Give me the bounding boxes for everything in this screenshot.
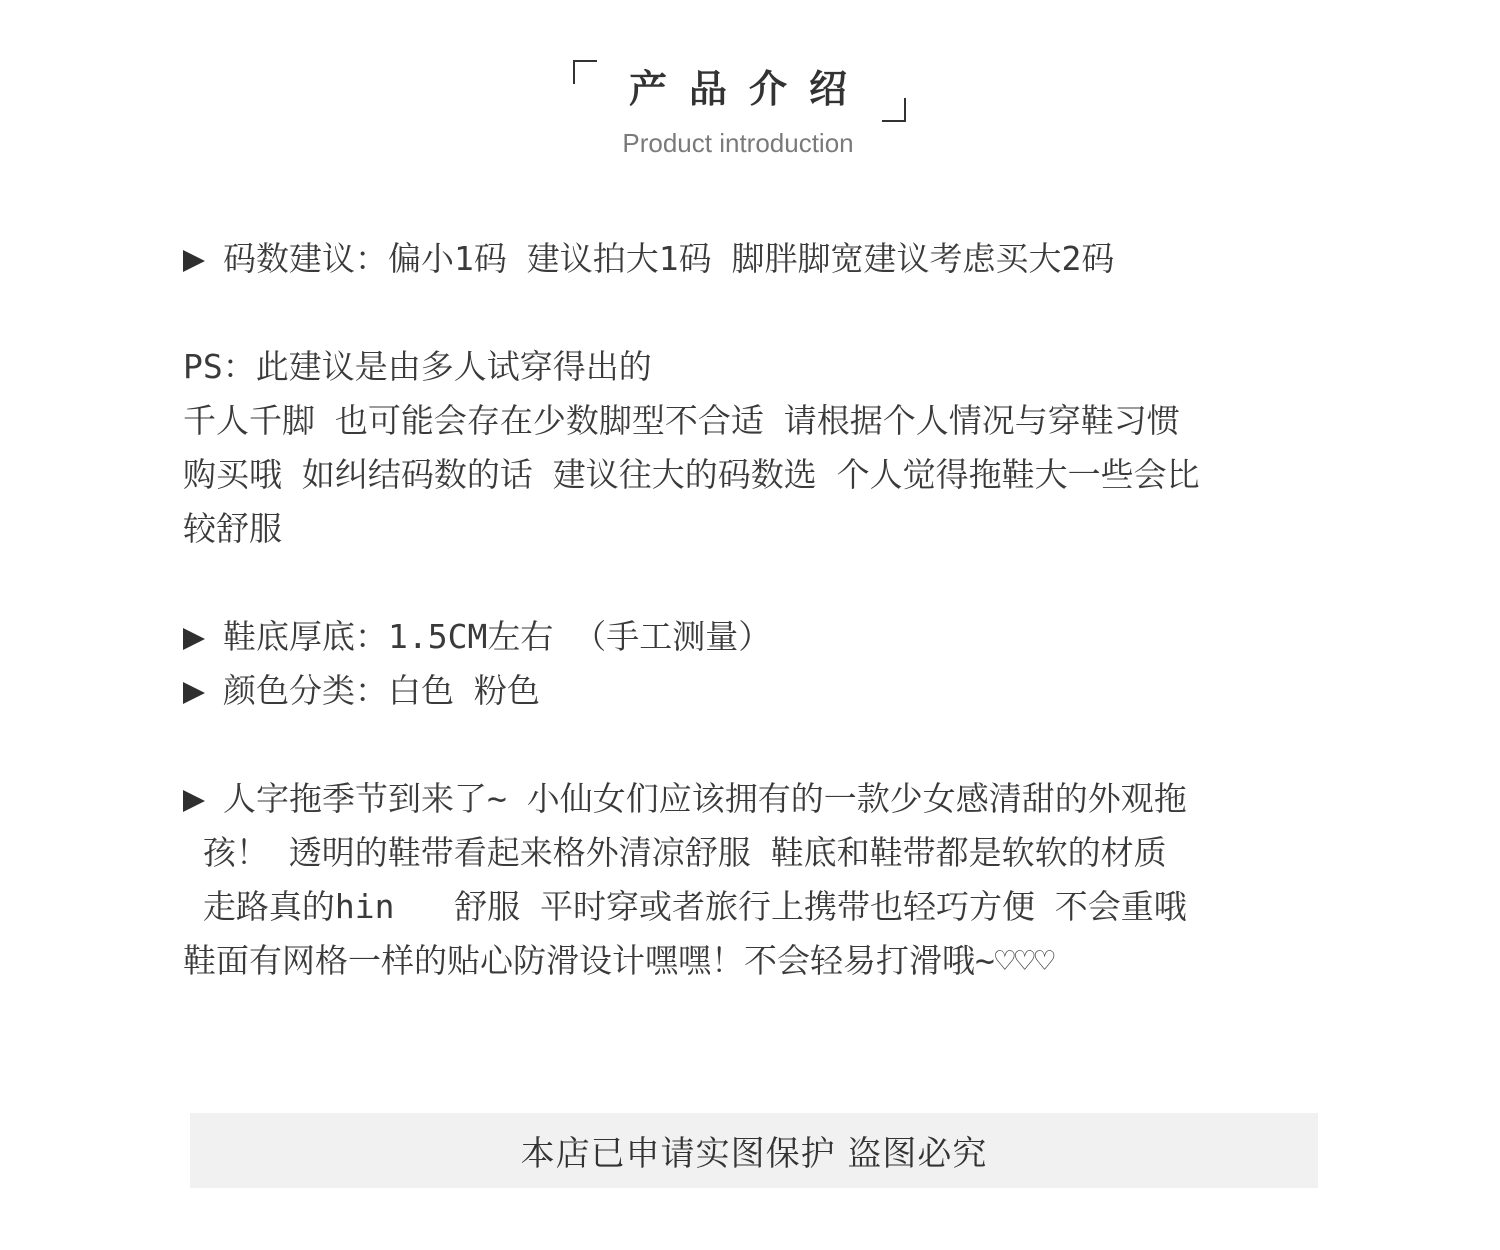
ps-line: 购买哦 如纠结码数的话 建议往大的码数选 个人觉得拖鞋大一些会比 bbox=[183, 455, 1200, 494]
section-subtitle: Product introduction bbox=[622, 128, 854, 158]
product-description bbox=[183, 232, 1323, 988]
size-advice-line bbox=[183, 232, 1323, 286]
triangle-right-icon bbox=[183, 682, 205, 704]
spacer bbox=[183, 718, 1323, 772]
description-line: 鞋面有网格一样的贴心防滑设计嘿嘿！不会轻易打滑哦~♡♡♡ bbox=[183, 941, 1055, 980]
spacer bbox=[183, 556, 1323, 610]
section-header bbox=[0, 0, 1500, 180]
ps-line: PS：此建议是由多人试穿得出的 bbox=[183, 347, 652, 386]
triangle-right-icon bbox=[183, 250, 205, 272]
triangle-right-icon bbox=[183, 790, 205, 812]
ps-line: 千人千脚 也可能会存在少数脚型不合适 请根据个人情况与穿鞋习惯 bbox=[183, 401, 1180, 440]
description-line: 孩！ 透明的鞋带看起来格外清凉舒服 鞋底和鞋带都是软软的材质 bbox=[183, 833, 1167, 872]
spacer bbox=[183, 286, 1323, 340]
copyright-notice-banner bbox=[190, 1113, 1318, 1188]
description-line bbox=[183, 772, 1323, 826]
section-title: 产品介绍 bbox=[628, 67, 869, 111]
color-category-text: 颜色分类：白色 粉色 bbox=[223, 671, 540, 710]
size-advice-text: 码数建议：偏小1码 建议拍大1码 脚胖脚宽建议考虑买大2码 bbox=[223, 239, 1115, 278]
copyright-notice-text: 本店已申请实图保护 盗图必究 bbox=[520, 1134, 988, 1174]
ps-line: 较舒服 bbox=[183, 509, 282, 548]
sole-thickness-line bbox=[183, 610, 1323, 664]
sole-thickness-text: 鞋底厚底：1.5CM左右 （手工测量） bbox=[223, 617, 772, 656]
color-category-line bbox=[183, 664, 1323, 718]
description-line: 走路真的hin 舒服 平时穿或者旅行上携带也轻巧方便 不会重哦 bbox=[183, 887, 1187, 926]
description-text: 人字拖季节到来了~ 小仙女们应该拥有的一款少女感清甜的外观拖 bbox=[223, 779, 1187, 818]
triangle-right-icon bbox=[183, 628, 205, 650]
